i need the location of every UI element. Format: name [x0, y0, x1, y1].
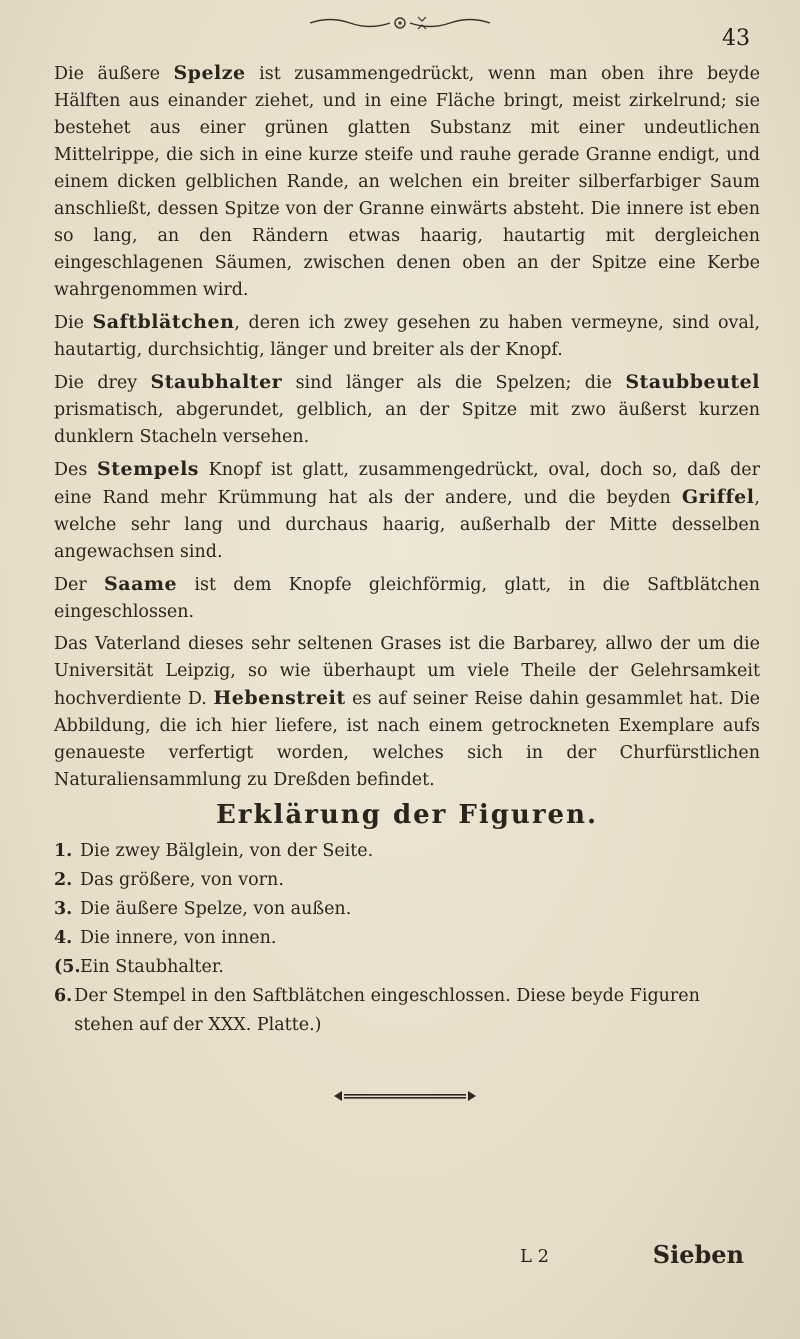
paragraph-vaterland: Das Vaterland dieses sehr seltenen Grases ist die Barbarey, allwo der um die Universität Leipzig, so wie überhaupt um viele Theile der Gelehrsamkeit hochverdiente D. Hebenstreit es auf seiner Reise dahin gesammlet hat. Die Abbildung, die ich hier liefere, ist nach einem getrockneten Exemplare aufs genaueste verfertigt worden, welches sich in der Churfürstlichen Naturaliensammlung zu Dreßden befindet. — [54, 634, 760, 790]
figure-text: Ein Staubhalter. — [80, 957, 224, 977]
figure-number: 4. — [54, 928, 73, 948]
term-staubbeutel: Staubbeutel — [625, 371, 760, 393]
figure-number: 6. — [54, 986, 73, 1006]
paragraph-stempel: Des Stempels Knopf ist glatt, zusammengedrückt, oval, doch so, daß der eine Rand mehr Krümmung hat als der andere, und die beyden Griffel, welche sehr lang und durchaus haarig, außerhalb der Mitte desselben angewachsen sind. — [54, 458, 761, 562]
flourish-icon — [300, 10, 500, 36]
figure-item — [54, 866, 760, 895]
figure-number: (5. — [54, 957, 81, 977]
paragraph-saame: Der Saame ist dem Knopfe gleichförmig, glatt, in die Saftblätchen eingeschlossen. — [54, 573, 760, 622]
term-spelze: Spelze — [173, 62, 246, 84]
section-heading: Erklärung der Figuren. — [215, 800, 599, 830]
figure-number: 2. — [54, 870, 73, 890]
term-saame: Saame — [104, 573, 178, 595]
divider-ornament-icon — [330, 1088, 480, 1104]
figure-item — [54, 982, 760, 1040]
figure-text: Die äußere Spelze, von außen. — [80, 899, 352, 919]
figure-item — [54, 837, 760, 866]
term-saftblaetchen: Saftblätchen — [92, 311, 235, 333]
body-text — [54, 38, 760, 1040]
figure-text: Der Stempel in den Saftblätchen eingeschlossen. Diese beyde Figuren stehen auf der XXX. Platte.) — [74, 986, 700, 1035]
term-staubhalter: Staubhalter — [150, 371, 283, 393]
figure-number: 3. — [54, 899, 73, 919]
figure-number: 1. — [54, 841, 73, 861]
paragraph-spelze: Die äußere Spelze ist zusammengedrückt, wenn man oben ihre beyde Hälften aus einander ziehet, und in eine Fläche bringt, meist zirkelrund; sie bestehet aus einer grünen glatten Substanz mit einer undeutlichen Mittelrippe, die sich in eine kurze steife und rauhe gerade Granne endigt, und einem dicken gelblichen Rande, an welchen ein breiter silberfarbiger Saum anschließt, dessen Spitze von der Granne einwärts absteht. Die innere ist eben so lang, an den Rändern etwas haarig, hautartig mit dergleichen eingeschlagenen Säumen, zwischen denen oben an der Spitze eine Kerbe wahrgenommen wird. — [54, 62, 760, 300]
figure-text: Die innere, von innen. — [80, 928, 277, 948]
paragraph-saftblaetchen: Die Saftblätchen, deren ich zwey gesehen zu haben vermeyne, sind oval, hautartig, durchsichtig, länger und breiter als der Knopf. — [54, 311, 761, 360]
header-ornament — [300, 10, 500, 36]
signature-mark: L 2 — [520, 1246, 550, 1267]
figure-text: Die zwey Bälglein, von der Seite. — [80, 841, 374, 861]
catchword: Sieben — [652, 1240, 744, 1269]
page-number: 43 — [722, 26, 750, 51]
term-stempels: Stempels — [97, 458, 199, 480]
paragraph-staubhalter: Die drey Staubhalter sind länger als die Spelzen; die Staubbeutel prismatisch, abgerundet, gelblich, an der Spitze mit zwo äußerst kurzen dunklern Stacheln versehen. — [54, 371, 760, 447]
figure-list — [54, 837, 760, 1040]
term-hebenstreit: Hebenstreit — [213, 687, 346, 709]
figure-item — [54, 924, 760, 953]
term-griffel: Griffel — [681, 486, 755, 508]
figure-text: Das größere, von vorn. — [80, 870, 284, 890]
figure-item — [54, 953, 760, 982]
figure-item — [54, 895, 760, 924]
